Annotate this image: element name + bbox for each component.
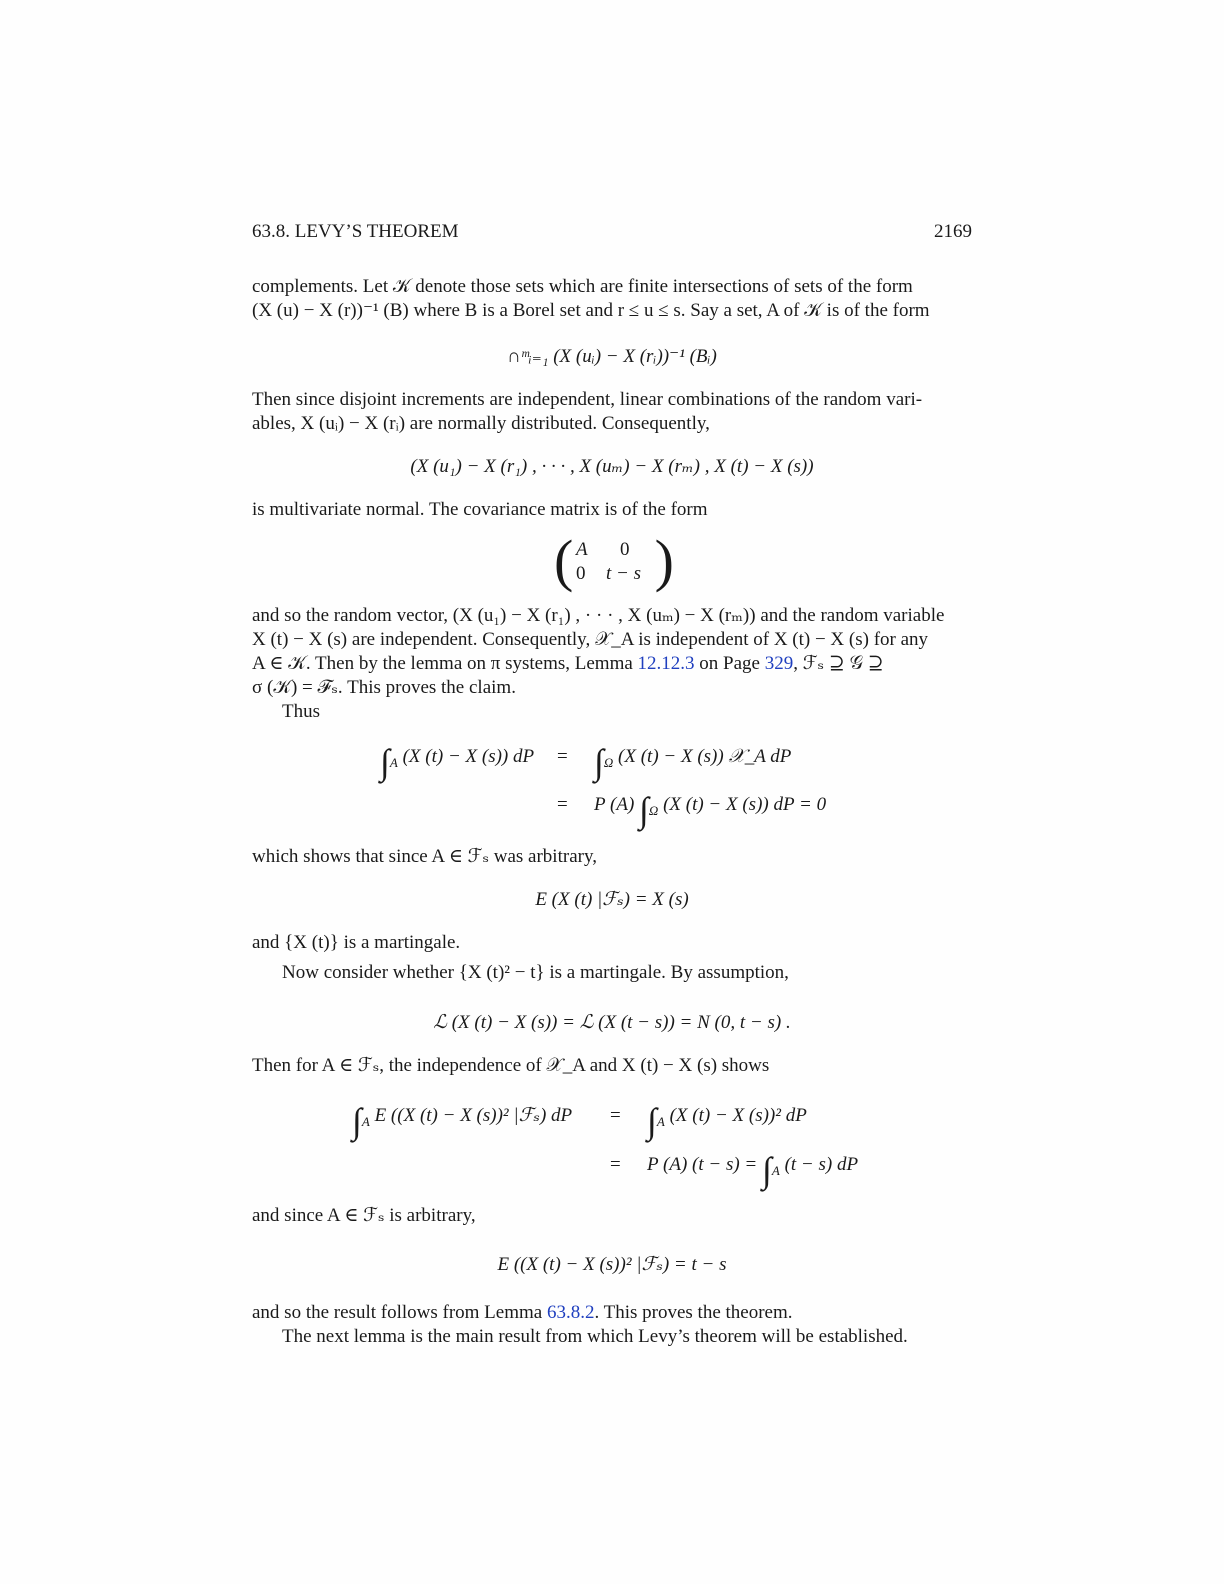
matrix-cell: A <box>576 539 588 560</box>
integral-icon: ∫ <box>594 742 604 782</box>
align-rhs: $\int_A$ (X (t) − X (s))² dP <box>647 1101 807 1141</box>
paragraph-line: A ∈ 𝒦. Then by the lemma on π systems, Lemma 12.12.3 on Page 329, ℱₛ ⊇ 𝒢 ⊇ <box>252 653 884 674</box>
integral-icon: ∫ <box>352 1101 362 1141</box>
align-eq: = <box>610 1154 621 1175</box>
paragraph-line: and since A ∈ ℱₛ is arbitrary, <box>252 1205 476 1226</box>
align-eq: = <box>610 1105 621 1126</box>
integral-icon: ∫ <box>380 742 390 782</box>
display-equation: (X (u₁) − X (r₁) , · · · , X (uₘ) − X (rₘ) , X (t) − X (s)) <box>410 456 814 477</box>
left-paren-icon: ( <box>554 528 574 593</box>
paragraph-line: (X (u) − X (r))⁻¹ (B) where B is a Borel set and r ≤ u ≤ s. Say a set, A of 𝒦 is of the form <box>252 300 930 321</box>
align-rhs: P (A) $(t - s) = \int_A$ (t − s) dP <box>647 1150 859 1190</box>
paragraph-line: complements. Let 𝒦 denote those sets which are finite intersections of sets of the form <box>252 276 913 297</box>
paragraph-line: Now consider whether {X (t)² − t} is a martingale. By assumption, <box>282 962 789 983</box>
align-eq: = <box>557 794 568 815</box>
paragraph-line: and {X (t)} is a martingale. <box>252 932 461 953</box>
paragraph-line: Thus <box>282 701 320 722</box>
paragraph-line: The next lemma is the main result from which Levy’s theorem will be established. <box>282 1326 908 1347</box>
paragraph-line: σ (𝒦) = ℱₛ. This proves the claim. <box>252 677 516 698</box>
display-equation: ∩ᵐᵢ₌₁ (X (uᵢ) − X (rᵢ))⁻¹ (Bᵢ) <box>507 346 717 367</box>
paragraph-line: ables, X (uᵢ) − X (rᵢ) are normally distributed. Consequently, <box>252 413 710 434</box>
right-paren-icon: ) <box>654 528 674 593</box>
display-equation: E (X (t) |ℱₛ) = X (s) <box>535 889 689 910</box>
paragraph-line: which shows that since A ∈ ℱₛ was arbitrary, <box>252 846 597 867</box>
paragraph-line: Then for A ∈ ℱₛ, the independence of 𝒳_A and X (t) − X (s) shows <box>252 1055 770 1076</box>
integral-icon: ∫ <box>647 1101 657 1141</box>
matrix-cell: 0 <box>620 539 630 560</box>
page-link[interactable]: 329 <box>764 653 794 674</box>
display-equation: ℒ (X (t) − X (s)) = ℒ (X (t − s)) = N (0, t − s) . <box>433 1012 791 1033</box>
align-lhs: $\int_A$ (X (t) − X (s)) dP <box>380 742 535 782</box>
covariance-matrix <box>554 528 674 593</box>
matrix-cell: 0 <box>576 563 586 584</box>
align-lhs: $\int_A$ E ((X (t) − X (s))² |ℱₛ) dP <box>352 1101 573 1141</box>
page-number: 2169 <box>934 221 972 242</box>
integral-icon: ∫ <box>639 790 649 830</box>
running-header <box>252 221 972 247</box>
align-eq: = <box>557 746 568 767</box>
paragraph-line: X (t) − X (s) are independent. Consequently, 𝒳_A is independent of X (t) − X (s) for any <box>252 629 929 650</box>
section-title: 63.8. LEVY’S THEOREM <box>252 221 459 242</box>
paragraph-line: Then since disjoint increments are independent, linear combinations of the random vari- <box>252 389 923 410</box>
align-rhs: P (A) $\int_\Omega$ (X (t) − X (s)) dP = 0 <box>594 790 827 830</box>
lemma-link[interactable]: 12.12.3 <box>637 653 695 674</box>
display-equation: E ((X (t) − X (s))² |ℱₛ) = t − s <box>497 1254 727 1275</box>
align-rhs: $\int_\Omega$ (X (t) − X (s)) 𝒳_A dP <box>594 742 792 782</box>
paragraph-line: is multivariate normal. The covariance matrix is of the form <box>252 499 708 520</box>
paragraph-line: and so the result follows from Lemma 63.8.2. This proves the theorem. <box>252 1302 793 1323</box>
paragraph-line: and so the random vector, (X (u₁) − X (r₁) , · · · , X (uₘ) − X (rₘ)) and the random variable <box>252 605 945 626</box>
lemma-link[interactable]: 63.8.2 <box>546 1302 595 1323</box>
matrix-cell: t − s <box>606 563 641 584</box>
integral-icon: ∫ <box>762 1150 772 1190</box>
